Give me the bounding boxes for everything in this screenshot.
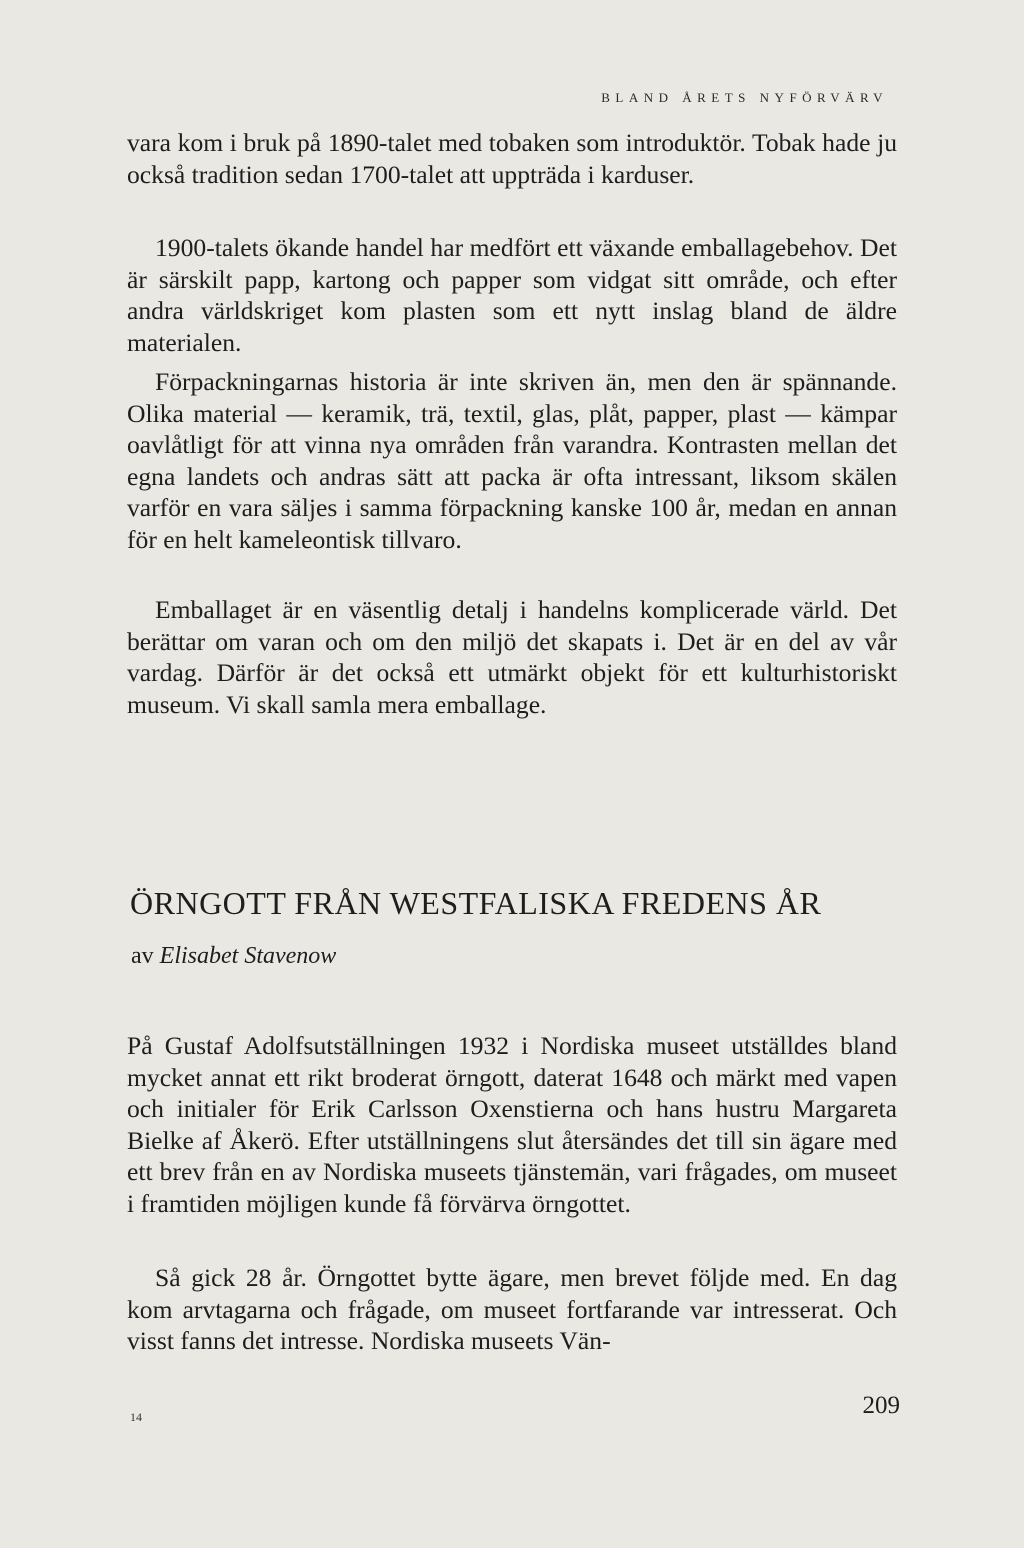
paragraph-1: vara kom i bruk på 1890-talet med tobaken som introduktör. Tobak hade ju också tradition sedan 1700-talet att uppträda i karduser. [127,128,897,189]
article-paragraph-1: På Gustaf Adolfsutställningen 1932 i Nordiska museet utställdes bland mycket annat ett rikt broderat örngott, daterat 1648 och märkt med vapen och initialer för Erik Carlsson Oxenstierna och hans hustru Margareta Bielke af Åkerö. Efter utställningens slut återsändes det till sin ägare med ett brev från en av Nordiska museets tjänstemän, vari frågades, om museet i framtiden möjligen kunde få förvärva örngottet. [127,1031,897,1218]
paragraph-2: 1900-talets ökande handel har medfört ett växande emballagebehov. Det är särskilt papp, kartong och papper som vidgat sitt område, och efter andra världskriget kom plasten som ett nytt inslag bland de äldre materialen. [127,233,897,357]
byline-prefix: av [131,943,154,969]
page-number: 209 [862,1392,900,1419]
running-head: BLAND ÅRETS NYFÖRVÄRV [601,90,888,105]
paragraph-3: Förpackningarnas historia är inte skriven än, men den är spännande. Olika material — keramik, trä, textil, glas, plåt, papper, plast — kämpar oavlåtligt för att vinna nya områden från varandra. Kontrasten mellan det egna landets och andras sätt att packa är ofta intressant, liksom skälen varför en vara säljes i samma förpackning kanske 100 år, medan en annan för en helt kameleontisk tillvaro. [127,367,897,554]
article-paragraph-2: Så gick 28 år. Örngottet bytte ägare, men brevet följde med. En dag kom arvtagarna och frågade, om museet fortfarande var intresserat. Och visst fanns det intresse. Nordiska museets Vän- [127,1263,897,1355]
byline [131,943,336,970]
signature-mark: 14 [130,1410,142,1424]
article-title: ÖRNGOTT FRÅN WESTFALISKA FREDENS ÅR [130,885,822,921]
paragraph-4: Emballaget är en väsentlig detalj i handelns komplicerade värld. Det berättar om varan och om den miljö det skapats i. Det är en del av vår vardag. Därför är det också ett utmärkt objekt för ett kulturhistoriskt museum. Vi skall samla mera emballage. [127,595,897,719]
author-name: Elisabet Stavenow [159,943,337,969]
